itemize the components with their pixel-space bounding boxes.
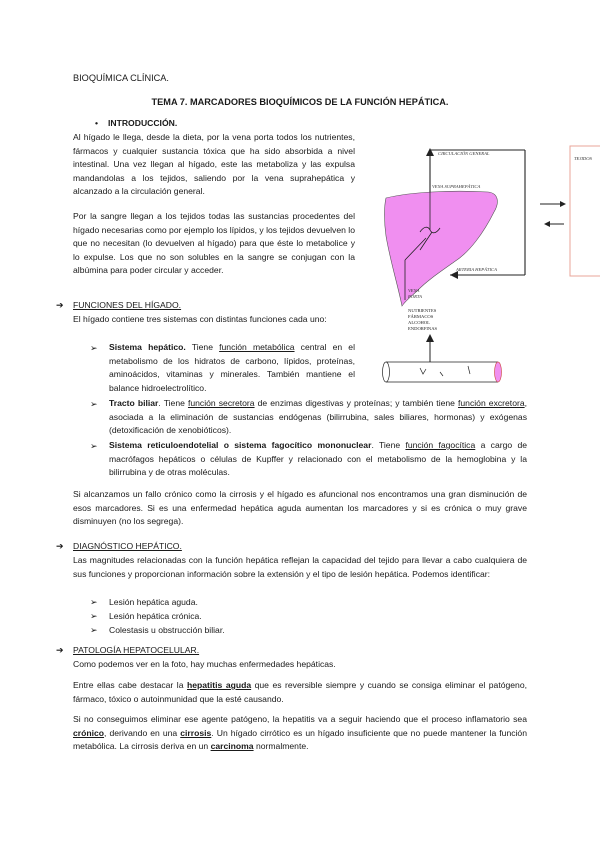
intro-paragraph-1: Al hígado le llega, desde la dieta, por la vena porta todos los nutrientes, fármacos y cualquier sustancia tóxica que ha sido absorbida a nivel intestinal. Una vez llegan al hígado, este las metaboliza y las expulsa mandandolas a los tejidos, saliendo por la vena suprahepática y alcanzado a la circulación general. [73,132,355,197]
patologia-p3-c: . Un hígado cirrótico es un hígado insuficiente que no puede mantener la función metabólica. La cirrosis deriva en un [73,727,527,752]
diag-item-2: Lesión hepática crónica. [109,611,202,621]
intro-heading-text: INTRODUCCIÓN. [108,118,178,128]
diag-item-3: Colestasis u obstrucción biliar. [109,625,225,635]
diag-item-1: Lesión hepática aguda. [109,597,198,607]
label-arteria-hepatica: ARTERIA HEPÁTICA [456,267,497,272]
sistema-hepatico-item [109,341,355,395]
label-circulacion: CIRCULACIÓN GENERAL [438,151,490,156]
patologia-p2-post: que es reversible siempre y cuando se consiga eliminar el patógeno, fármaco, tóxico o autoinmunidad que la esté causando. [73,680,527,704]
label-vena: VENA [408,288,420,293]
intestine-arrow-head [426,334,434,342]
label-nutrientes: NUTRIENTES [408,308,437,313]
document-title: TEMA 7. MARCADORES BIOQUÍMICOS DE LA FUNCIÓN HEPÁTICA. [151,97,449,107]
sistema-reticulo-item [109,439,527,480]
sistema-hepatico-pre: Tiene [185,342,220,352]
patologia-p3-d: normalmente. [253,741,309,752]
intestine-tube [383,362,499,382]
sistema-reticulo-pre: . Tiene [371,440,406,450]
arrow-from-tissues-head [544,221,550,227]
funciones-intro: El hígado contiene tres sistemas con distintas funciones cada uno: [73,314,327,324]
sistema-hepatico-name: Sistema hepático. [109,342,186,352]
term-cronico: crónico [73,727,105,738]
sistema-hepatico-link: función metabólica [219,342,295,352]
tracto-biliar-marker: ➢ [90,399,98,409]
patologia-p2-pre: Entre ellas cabe destacar la [73,680,187,690]
patologia-paragraph-3 [73,713,527,754]
diag-item-1-marker: ➢ [90,597,98,607]
patologia-heading: PATOLOGÍA HEPATOCELULAR. [73,645,200,655]
liver-circulation-figure [380,140,600,390]
patologia-p3-b: , derivando en una [104,727,181,738]
diagnostico-heading: DIAGNÓSTICO HEPÁTICO. [73,541,182,551]
tracto-biliar-mid: de enzimas digestivas y proteínas; y también tiene [254,398,459,408]
label-porta: PORTA [408,294,422,299]
patologia-p3-a: Si no conseguimos eliminar ese agente patógeno, la hepatitis va a seguir haciendo que el proceso inflamatorio sea [73,714,527,724]
label-tejidos: TEJIDOS [574,156,592,161]
label-endorfinas: ENDORFINAS [408,326,438,331]
sistema-reticulo-post: a cargo de macrófagos hepáticos o células de Kupffer y relacionado con el metabolismo de la hemoglobina y la bilirrubina y de otras moléculas. [109,440,528,478]
sistema-reticulo-marker: ➢ [90,441,98,451]
term-hepatitis-aguda: hepatitis aguda [186,680,252,690]
diagnostico-arrow: ➔ [56,541,64,551]
diag-item-3-marker: ➢ [90,625,98,635]
intro-bullet: • [95,118,99,128]
tracto-biliar-post: , asociada a la eliminación de sustancias endógenas (bilirrubina, sales biliares, hormonas) y exógenas (detoxificación de xenobióticos). [109,398,528,436]
up-arrow-head [426,148,434,156]
tracto-biliar-link: función secretora [187,398,255,408]
sistema-hepatico-post: central en el metabolismo de los hidratos de carbono, lípidos, proteínas, aminoácidos, vitaminas y minerales. También mantiene el balance hidroelectrolítico. [109,342,355,393]
term-carcinoma: carcinoma [210,741,254,752]
diag-item-2-marker: ➢ [90,611,98,621]
tracto-biliar-link2: función excretora [458,398,525,408]
tracto-biliar-item [109,397,527,438]
funciones-arrow: ➔ [56,300,64,310]
label-alcohol: ALCOHOL [408,320,430,325]
patologia-arrow: ➔ [56,645,64,655]
intro-paragraph-2: Por la sangre llegan a los tejidos todas las sustancias procedentes del hígado necesarias como por ejemplo los lípidos, y los tejidos devuelven lo que no necesitan (lo devuelven al hígado) para que éste lo metabolice y lo expulse. Los que no son solubles en la sangre se conjugan con la albúmina para poder circular y acceder. [73,211,355,276]
sistema-reticulo-name: Sistema reticuloendotelial o sistema fagocítico mononuclear [109,440,372,450]
document-subject: BIOQUÍMICA CLÍNICA. [73,73,169,83]
label-farmacos: FÁRMACOS [408,314,434,319]
arrow-to-tissues-head [560,201,566,207]
tracto-biliar-pre: . Tiene [158,398,188,408]
funciones-heading: FUNCIONES DEL HÍGADO. [73,300,182,310]
diagnostico-intro: Las magnitudes relacionadas con la función hepática reflejan la capacidad del tejido para llevar a cabo cualquiera de sus funciones y proporcionan información sobre la extensión y el tipo de lesión hepática. Podemos identificar: [73,555,527,579]
sistema-hepatico-marker: ➢ [90,343,98,353]
funciones-closing: Si alcanzamos un fallo crónico como la cirrosis y el hígado es afuncional nos encontramos una gran disminución de esos marcadores. Si es una enfermedad hepática aguda aumentan los marcadores y si es crónica o muy grave disminuyen (no los segrega). [73,489,527,527]
tracto-biliar-name: Tracto biliar [109,398,159,408]
tissues-box [570,146,600,276]
patologia-paragraph-2 [73,679,527,706]
term-cirrosis: cirrosis [180,727,212,738]
sistema-reticulo-link: función fagocítica [405,440,476,450]
patologia-paragraph-1: Como podemos ver en la foto, hay muchas enfermedades hepáticas. [73,659,336,669]
intestine-end [495,362,502,382]
liver-shape [385,191,498,306]
left-arrow-head [450,271,458,279]
label-vena-suprahepatica: VENA SUPRAHEPÁTICA [432,184,481,189]
